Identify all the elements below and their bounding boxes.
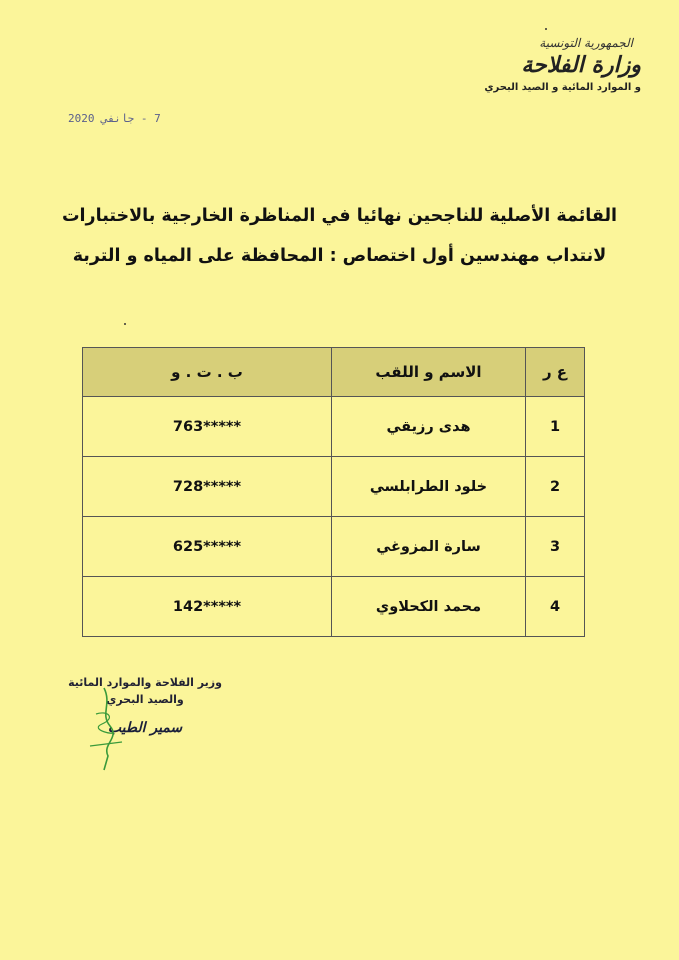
- title-line-1: القائمة الأصلية للناجحين نهائيا في المناظرة الخارجية بالاختبارات: [61, 206, 618, 226]
- ministry-name: وزارة الفلاحة: [521, 52, 641, 78]
- row-name: محمد الكحلاوي: [332, 577, 526, 637]
- row-name: سارة المزوغي: [332, 517, 526, 577]
- handwritten-signature-icon: [82, 684, 142, 774]
- table-row: [83, 517, 585, 577]
- date-stamp: 7 - جانفي 2020: [68, 112, 161, 125]
- row-id: 142*****: [83, 577, 332, 637]
- speck: [124, 323, 126, 325]
- signature-title-line-2: والصيد البحري: [106, 693, 184, 706]
- ministry-letterhead: [441, 36, 641, 93]
- row-name: خلود الطرابلسي: [332, 457, 526, 517]
- title-line-2: لانتداب مهندسين أول اختصاص : المحافظة على المياه و التربة: [72, 246, 607, 266]
- ministry-subtitle: و الموارد المائية و الصيد البحري: [484, 82, 641, 93]
- row-number: 4: [526, 577, 585, 637]
- table-row: [83, 397, 585, 457]
- signature-name: سمير الطيب: [107, 720, 183, 736]
- header-number: ع ر: [526, 348, 585, 397]
- signature-title-line-1: وزير الفلاحة والموارد المائية: [68, 676, 222, 689]
- table-row: [83, 577, 585, 637]
- row-id: 763*****: [83, 397, 332, 457]
- document-title: [40, 196, 639, 276]
- header-id: ب . ت . و: [83, 348, 332, 397]
- republic-label: الجمهورية التونسية: [539, 36, 633, 50]
- results-table: [82, 347, 585, 637]
- row-number: 2: [526, 457, 585, 517]
- table-row: [83, 457, 585, 517]
- row-number: 3: [526, 517, 585, 577]
- speck: [545, 28, 547, 30]
- row-name: هدى رزيقي: [332, 397, 526, 457]
- row-number: 1: [526, 397, 585, 457]
- header-name: الاسم و اللقب: [332, 348, 526, 397]
- row-id: 625*****: [83, 517, 332, 577]
- table-header-row: [83, 348, 585, 397]
- row-id: 728*****: [83, 457, 332, 517]
